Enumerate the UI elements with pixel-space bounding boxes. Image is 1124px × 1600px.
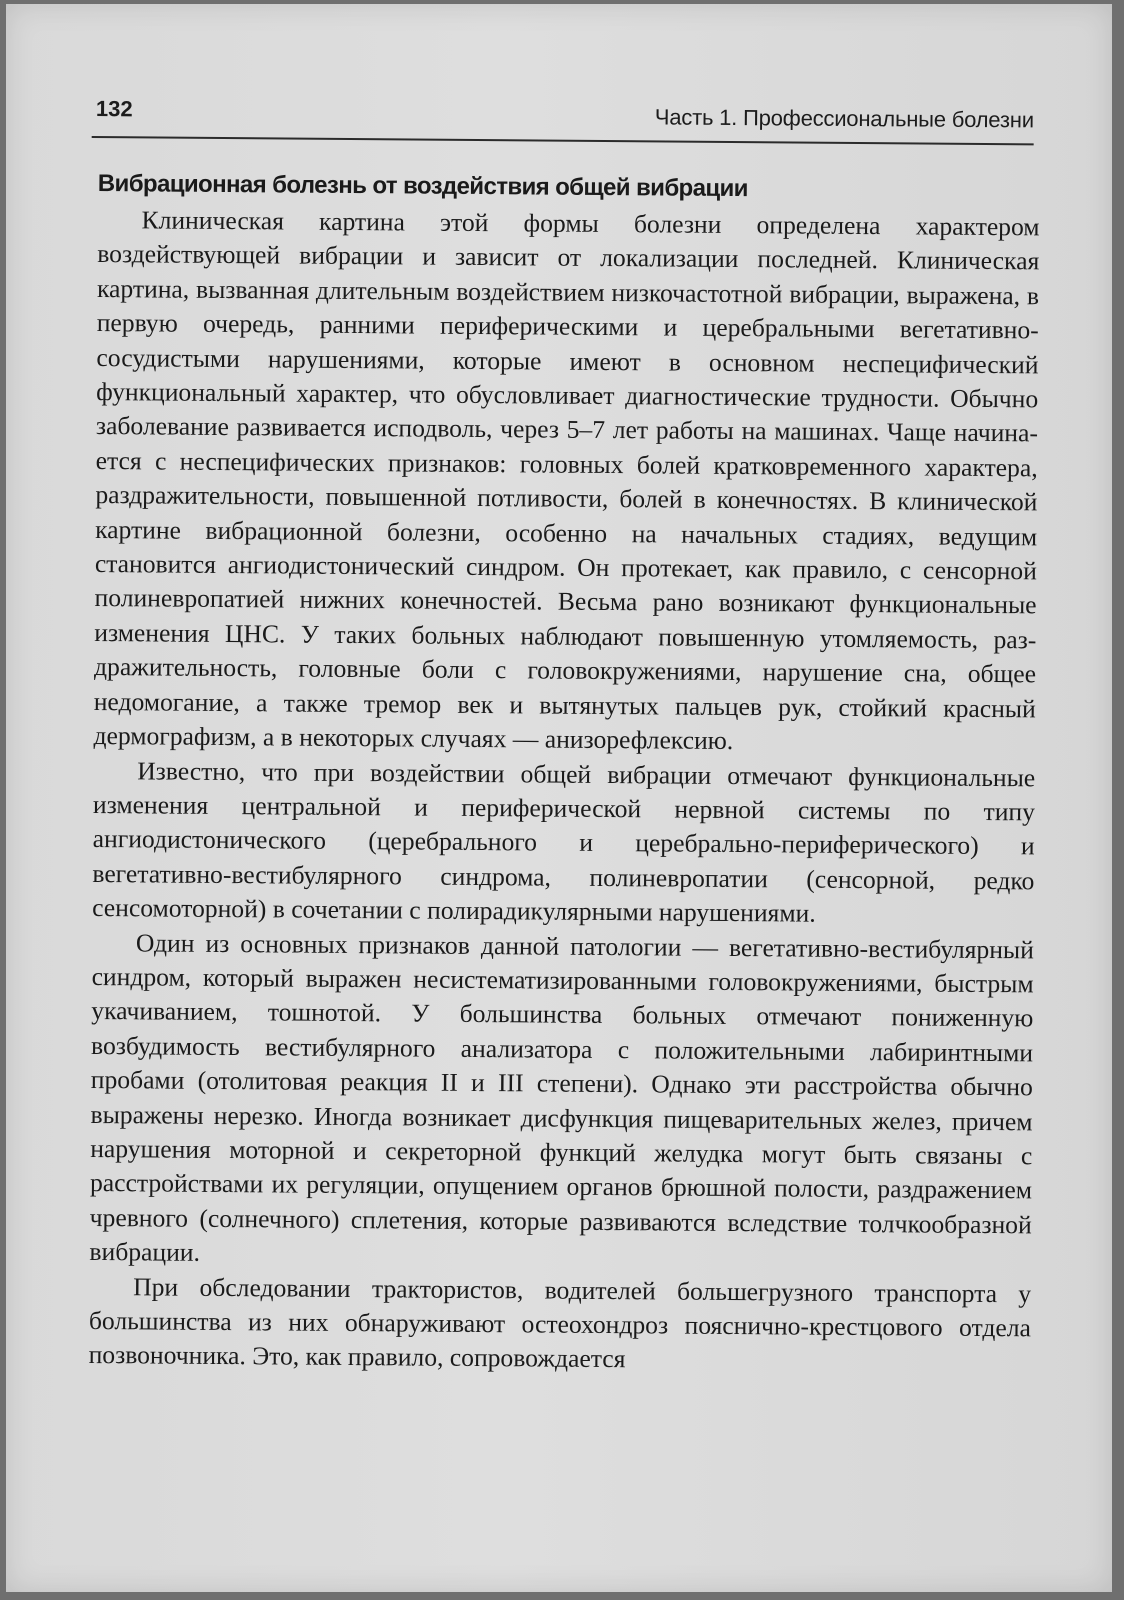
page-number: 132 <box>95 96 133 122</box>
paragraph-3: Один из основных признаков данной патологии — вегетативно-вестибулярный синдром, который выражен несистематизированными головокружениями, быстрым укачиванием, тошнотой. У большинства больных отмечают пониженную возбудимость вестибулярного анализатора с положительными лабиринтными пробами (отолитовая реакция II и III степени). Однако эти расстройства обычно выражены нерезко. Иногда возникает дисфункция пищеварительных желез, причем нарушения моторной и секреторной функций желудка могут быть связаны с расстройствами их регуляции, опущением органов брюшной полости, раздражением чревного (солнечного) сплетения, которые развиваются вследствие толчкообразной вибрации. <box>89 927 1034 1268</box>
paragraph-2: Известно, что при воздействии общей вибрации отмечают функциональные изменения центральной и периферической нервной системы по типу ангиодистонического (церебрального и церебрально-периферического) и вегетативно-вестибулярного синдрома, полиневропатии (сенсорной, редко сенсомоторной) в сочетании с полирадикулярными нарушениями. <box>92 755 1036 928</box>
page-content <box>89 167 1040 1380</box>
paragraph-4: При обследовании трактористов, водителей большегрузного транспорта у большинства из них обнаруживают остеохондроз пояснично-крестцового отдела позвоночника. Это, как правило, сопровождается <box>88 1271 1032 1374</box>
running-head <box>92 96 1034 145</box>
section-title: Вибрационная болезнь от воздействия общей вибрации <box>97 169 748 203</box>
book-page <box>6 4 1112 1592</box>
running-title: Часть 1. Профессиональные болезни <box>654 104 1034 133</box>
paragraph-1: Клиническая картина этой формы болезни определена характером воздействующей вибрации и зависит от локализации последней. Клиническая картина, вызванная длительным воздействием низкочастотной вибрации, выражена, в первую очередь, ранними периферическими и церебральными вегетативно-сосудистыми нарушениями, которые имеют в основном неспецифический функциональный характер, что обусловливает диагностические трудности. Обычно заболевание развивается исподволь, через 5–7 лет работы на машинах. Чаще начинается с неспецифических признаков: головных болей кратковременного характера, раздражительности, повышенной потливости, болей в конечностях. В клинической картине вибрационной болезни, особенно на начальных стадиях, ведущим становится ангиодистонический синдром. Он протекает, как правило, с сенсорной полиневропатией нижних конечностей. Весьма рано возникают функциональные изменения ЦНС. У таких больных наблюдают повышенную утомляемость, раздражительность, головные боли с головокружениями, нарушение сна, общее недомогание, а также тремор век и вытянутых пальцев рук, стойкий красный дермографизм, а в некоторых случаях — анизорефлексию. <box>93 205 1040 756</box>
